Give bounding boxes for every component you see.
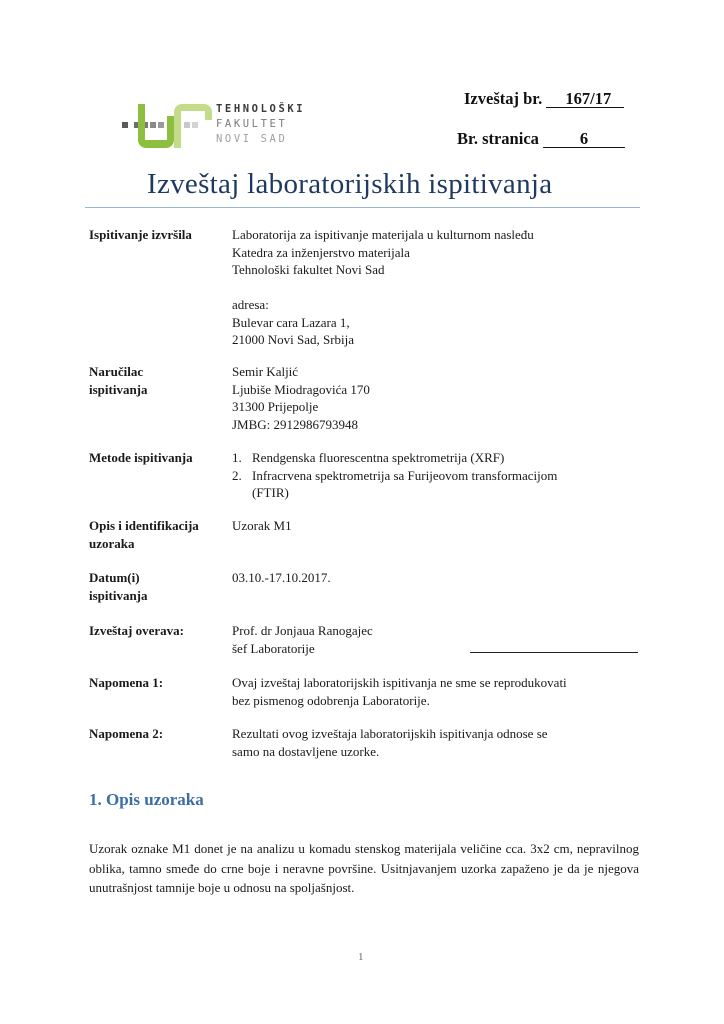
report-number [464, 89, 624, 109]
signature-line [470, 652, 638, 653]
report-number-value: 167/17 [546, 91, 624, 108]
field-label [89, 569, 229, 604]
field-label: Napomena 2: [89, 726, 164, 741]
method-item [232, 449, 642, 467]
label-line: ispitivanja [89, 381, 148, 397]
field-value [232, 674, 642, 709]
label-line: Naručilac [89, 364, 144, 379]
label-line: Opis i identifikacija [89, 518, 199, 533]
section-heading: 1. Opis uzoraka [89, 790, 204, 809]
logo-line-2: FAKULTET [216, 118, 288, 130]
value-line: samo na dostavljene uzorke. [232, 743, 380, 759]
page-count-value: 6 [543, 131, 625, 148]
value-line [232, 279, 642, 297]
value-line: Laboratorija za ispitivanje materijala u kulturnom nasleđu [232, 227, 534, 242]
value-line: adresa: [232, 297, 269, 312]
logo-line-3: NOVI SAD [216, 133, 288, 145]
field-label: Napomena 1: [89, 675, 164, 690]
page-count-label: Br. stranica [457, 129, 539, 148]
value-line: Tehnološki fakultet Novi Sad [232, 262, 385, 277]
value-line: Semir Kaljić [232, 364, 299, 379]
value-line: Uzorak M1 [232, 518, 292, 533]
field-label: Ispitivanje izvršila [89, 227, 192, 242]
label-line: uzoraka [89, 535, 135, 551]
list-number: 2. [232, 467, 242, 483]
value-line: Ljubiše Miodragovića 170 [232, 381, 370, 397]
tf-logo-mark [120, 100, 216, 152]
value-line: Rendgenska fluorescentna spektrometrija (XRF) [252, 450, 505, 465]
title-divider [85, 207, 640, 208]
page-count [457, 129, 625, 149]
value-line: JMBG: 2912986793948 [232, 416, 359, 432]
list-number: 1. [232, 450, 242, 465]
field-label: Metode ispitivanja [89, 450, 193, 465]
method-item [232, 467, 642, 502]
field-label [89, 517, 229, 552]
value-line: Rezultati ovog izveštaja laboratorijskih ispitivanja odnose se [232, 726, 548, 741]
value-line: bez pismenog odobrenja Laboratorije. [232, 692, 430, 708]
value-line: 31300 Prijepolje [232, 399, 319, 414]
report-number-label: Izveštaj br. [464, 89, 543, 108]
value-line: šef Laboratorije [232, 640, 315, 656]
page-number: 1 [358, 951, 364, 963]
value-line: Infracrvena spektrometrija sa Furijeovom transformacijom [252, 467, 558, 483]
value-line: Prof. dr Jonjaua Ranogajec [232, 623, 373, 638]
value-line: 03.10.-17.10.2017. [232, 570, 331, 585]
field-value [232, 517, 642, 535]
value-line: 21000 Novi Sad, Srbija [232, 332, 355, 347]
document-title: Izveštaj laboratorijskih ispitivanja [147, 168, 553, 200]
faculty-logo [120, 100, 320, 152]
section-paragraph: Uzorak oznake M1 donet je na analizu u komadu stenskog materijala veličine cca. 3x2 cm, nepravilnog oblika, tamno smeđe do crne boje i neravne površine. Usitnjavanjem uzorka zapaženo je da je njegova unutrašnjost tamnije boje u odnosu na spoljašnjost. [89, 841, 639, 895]
value-line: Ovaj izveštaj laboratorijskih ispitivanja ne sme se reprodukovati [232, 675, 567, 690]
value-line: Bulevar cara Lazara 1, [232, 314, 350, 330]
methods-list [232, 449, 642, 502]
logo-line-1: TEHNOLOŠKI [216, 103, 306, 115]
label-line: ispitivanja [89, 587, 148, 603]
field-value [232, 569, 642, 587]
value-line: (FTIR) [252, 485, 289, 500]
field-label [89, 363, 229, 398]
label-line: Datum(i) [89, 570, 140, 585]
field-label: Izveštaj overava: [89, 623, 184, 638]
field-value [232, 226, 642, 349]
logo-wordmark [216, 102, 305, 147]
field-value [232, 363, 642, 433]
value-line: Katedra za inženjerstvo materijala [232, 244, 410, 260]
field-value [232, 725, 642, 760]
